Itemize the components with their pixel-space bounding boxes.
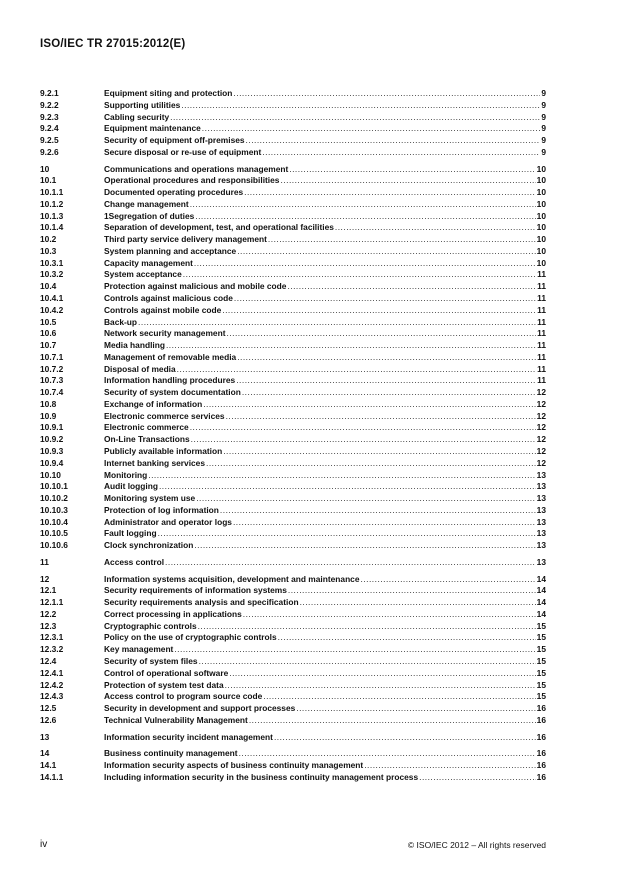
toc-entry-title: Business continuity management — [104, 748, 238, 759]
toc-entry-title: Third party service delivery management — [104, 234, 267, 245]
toc-entry-number: 10.9.1 — [40, 422, 64, 433]
toc-entry[interactable] — [40, 557, 546, 569]
toc-entry-number: 10.4.1 — [40, 293, 64, 304]
toc-entry-title: Administrator and operator logs — [104, 516, 232, 527]
toc-entry[interactable] — [40, 668, 546, 680]
toc-leader-dots — [268, 234, 536, 246]
toc-entry-number: 10.8 — [40, 398, 57, 409]
toc-entry-page: 15 — [536, 632, 546, 643]
toc-leader-dots — [196, 493, 535, 505]
toc-entry-number: 10.1.2 — [40, 198, 64, 209]
table-of-contents — [40, 88, 546, 784]
toc-entry-number: 14.1.1 — [40, 771, 64, 782]
toc-entry-number: 10.10.1 — [40, 481, 68, 492]
toc-entry-number: 10.7 — [40, 340, 57, 351]
toc-entry[interactable] — [40, 175, 546, 187]
toc-entry[interactable] — [40, 458, 546, 470]
toc-entry[interactable] — [40, 505, 546, 517]
toc-entry[interactable] — [40, 528, 546, 540]
toc-entry[interactable] — [40, 399, 546, 411]
toc-entry-page: 12 — [536, 422, 546, 433]
toc-entry-page: 10 — [536, 222, 546, 233]
toc-entry-page: 15 — [536, 667, 546, 678]
toc-entry-page: 9 — [541, 123, 546, 134]
toc-leader-dots — [278, 632, 536, 644]
toc-entry-title: Monitoring system use — [104, 493, 196, 504]
toc-leader-dots — [229, 668, 535, 680]
toc-entry-title: Access control — [104, 556, 165, 567]
toc-entry[interactable] — [40, 352, 546, 364]
toc-entry[interactable] — [40, 364, 546, 376]
toc-entry[interactable] — [40, 234, 546, 246]
toc-entry-title: Electronic commerce — [104, 422, 189, 433]
toc-entry-title: System acceptance — [104, 269, 182, 280]
toc-entry-page: 15 — [536, 655, 546, 666]
toc-leader-dots — [183, 269, 536, 281]
toc-entry-title: Change management — [104, 198, 189, 209]
toc-entry-title: Audit logging — [104, 481, 158, 492]
toc-leader-dots — [244, 187, 536, 199]
toc-leader-dots — [364, 760, 535, 772]
toc-leader-dots — [190, 422, 536, 434]
toc-entry-title: Secure disposal or re-use of equipment — [104, 146, 262, 157]
toc-leader-dots — [195, 211, 535, 223]
toc-entry-page: 11 — [537, 363, 546, 374]
toc-entry-title: Internet banking services — [104, 457, 206, 468]
toc-entry[interactable] — [40, 597, 546, 609]
toc-entry-number: 12.3 — [40, 620, 57, 631]
toc-entry[interactable] — [40, 340, 546, 352]
toc-entry-number: 10.10.5 — [40, 528, 68, 539]
toc-entry-page: 13 — [536, 528, 546, 539]
toc-entry-number: 10.5 — [40, 316, 57, 327]
toc-entry-title: Exchange of information — [104, 398, 203, 409]
toc-entry[interactable] — [40, 246, 546, 258]
toc-entry-page: 11 — [537, 293, 546, 304]
toc-entry-page: 12 — [536, 434, 546, 445]
toc-entry-page: 13 — [536, 481, 546, 492]
toc-entry-page: 11 — [537, 328, 546, 339]
toc-entry-title: Separation of development, test, and operational facilities — [104, 222, 334, 233]
toc-entry-page: 15 — [536, 620, 546, 631]
toc-entry[interactable] — [40, 715, 546, 727]
toc-entry[interactable] — [40, 317, 546, 329]
toc-entry-number: 14.1 — [40, 760, 57, 771]
toc-entry[interactable] — [40, 281, 546, 293]
toc-entry-page: 16 — [536, 714, 546, 725]
toc-leader-dots — [222, 305, 536, 317]
toc-leader-dots — [237, 352, 536, 364]
toc-entry-page: 9 — [541, 135, 546, 146]
toc-entry-page: 11 — [537, 304, 546, 315]
toc-entry[interactable] — [40, 760, 546, 772]
toc-entry-title: Information security incident management — [104, 731, 273, 742]
toc-leader-dots — [159, 481, 536, 493]
toc-entry-number: 12.4.3 — [40, 691, 64, 702]
toc-entry-title: Fault logging — [104, 528, 157, 539]
toc-entry[interactable] — [40, 540, 546, 552]
toc-leader-dots — [198, 621, 536, 633]
toc-entry-page: 15 — [536, 644, 546, 655]
toc-leader-dots — [223, 446, 535, 458]
toc-entry-page: 12 — [536, 387, 546, 398]
toc-entry-title: Correct processing in applications — [104, 608, 242, 619]
toc-leader-dots — [220, 505, 536, 517]
toc-entry[interactable] — [40, 411, 546, 423]
toc-entry-number: 12.5 — [40, 703, 57, 714]
toc-entry-title: Communications and operations management — [104, 163, 289, 174]
toc-entry-title: Capacity management — [104, 257, 193, 268]
toc-leader-dots — [335, 222, 536, 234]
toc-entry[interactable] — [40, 164, 546, 176]
toc-entry-page: 16 — [536, 731, 546, 742]
toc-entry[interactable] — [40, 222, 546, 234]
toc-entry-title: Protection of system test data — [104, 679, 224, 690]
toc-entry-page: 10 — [536, 257, 546, 268]
toc-entry-title: Security of system documentation — [104, 387, 241, 398]
toc-entry[interactable] — [40, 493, 546, 505]
toc-entry-page: 12 — [536, 445, 546, 456]
toc-entry-page: 10 — [536, 210, 546, 221]
toc-entry[interactable] — [40, 387, 546, 399]
toc-entry-title: Documented operating procedures — [104, 187, 244, 198]
toc-entry-page: 11 — [537, 281, 546, 292]
toc-entry-title: Protection of log information — [104, 504, 219, 515]
toc-entry[interactable] — [40, 772, 546, 784]
toc-entry[interactable] — [40, 632, 546, 644]
toc-entry-title: Security in development and support processes — [104, 703, 296, 714]
toc-entry-title: Protection against malicious and mobile code — [104, 281, 287, 292]
toc-leader-dots — [249, 715, 536, 727]
toc-entry[interactable] — [40, 199, 546, 211]
copyright-notice: © ISO/IEC 2012 – All rights reserved — [407, 840, 546, 850]
toc-entry[interactable] — [40, 446, 546, 458]
toc-entry[interactable] — [40, 269, 546, 281]
toc-entry-number: 14 — [40, 748, 50, 759]
toc-leader-dots — [288, 585, 536, 597]
toc-leader-dots — [263, 691, 535, 703]
toc-entry-page: 13 — [536, 504, 546, 515]
toc-entry-number: 10.1.4 — [40, 222, 64, 233]
toc-entry-number: 10.10.6 — [40, 540, 68, 551]
toc-leader-dots — [246, 135, 541, 147]
toc-leader-dots — [419, 772, 536, 784]
toc-entry[interactable] — [40, 88, 546, 100]
toc-entry-page: 15 — [536, 679, 546, 690]
toc-leader-dots — [289, 164, 535, 176]
toc-leader-dots — [166, 340, 536, 352]
toc-entry-title: On-Line Transactions — [104, 434, 190, 445]
toc-entry[interactable] — [40, 147, 546, 159]
toc-entry-page: 11 — [537, 316, 546, 327]
toc-entry-title: Back-up — [104, 316, 138, 327]
toc-entry-page: 9 — [541, 99, 546, 110]
toc-entry-page: 16 — [536, 760, 546, 771]
toc-entry-title: Cabling security — [104, 111, 170, 122]
toc-entry-number: 10.7.4 — [40, 387, 64, 398]
toc-entry-title: Information security aspects of business continuity management — [104, 760, 364, 771]
toc-entry[interactable] — [40, 470, 546, 482]
toc-entry-number: 10.10.2 — [40, 493, 68, 504]
toc-entry[interactable] — [40, 422, 546, 434]
toc-entry-title: Clock synchronization — [104, 540, 194, 551]
toc-entry-page: 10 — [536, 234, 546, 245]
toc-entry-number: 12.1.1 — [40, 597, 64, 608]
toc-entry-page: 11 — [537, 351, 546, 362]
toc-entry-number: 9.2.1 — [40, 88, 59, 98]
toc-entry-title: Information systems acquisition, development and maintenance — [104, 573, 360, 584]
toc-entry-page: 15 — [536, 691, 546, 702]
toc-entry-number: 9.2.3 — [40, 111, 59, 122]
toc-entry-title: Security requirements of information systems — [104, 585, 287, 596]
toc-entry[interactable] — [40, 691, 546, 703]
toc-entry-page: 14 — [536, 573, 546, 584]
toc-entry-number: 10.7.3 — [40, 375, 64, 386]
toc-entry-page: 9 — [541, 146, 546, 157]
toc-entry-page: 12 — [536, 398, 546, 409]
toc-entry-page: 10 — [536, 187, 546, 198]
toc-entry-title: Controls against malicious code — [104, 293, 233, 304]
toc-leader-dots — [233, 517, 536, 529]
toc-leader-dots — [233, 88, 540, 100]
toc-leader-dots — [296, 703, 535, 715]
toc-entry[interactable] — [40, 517, 546, 529]
toc-leader-dots — [274, 732, 536, 744]
toc-entry-number: 9.2.5 — [40, 135, 59, 146]
toc-entry-number: 12.1 — [40, 585, 57, 596]
toc-entry-title: Information handling procedures — [104, 375, 236, 386]
toc-leader-dots — [158, 528, 536, 540]
toc-entry-title: Access control to program source code — [104, 691, 263, 702]
toc-entry-number: 10.2 — [40, 234, 57, 245]
toc-entry-number: 12.4 — [40, 655, 57, 666]
toc-leader-dots — [236, 375, 536, 387]
toc-leader-dots — [177, 364, 536, 376]
toc-entry-title: Control of operational software — [104, 667, 229, 678]
toc-entry[interactable] — [40, 328, 546, 340]
toc-leader-dots — [242, 387, 536, 399]
toc-entry-number: 10.1.1 — [40, 187, 64, 198]
toc-entry-number: 10.10.4 — [40, 516, 68, 527]
toc-entry[interactable] — [40, 574, 546, 586]
toc-leader-dots — [234, 293, 536, 305]
toc-entry-number: 10.1 — [40, 175, 57, 186]
toc-leader-dots — [287, 281, 536, 293]
toc-entry-number: 10.9 — [40, 410, 57, 421]
toc-entry-number: 12.6 — [40, 714, 57, 725]
toc-entry-page: 9 — [541, 88, 546, 98]
toc-entry-number: 12.4.2 — [40, 679, 64, 690]
toc-entry-number: 10.3.2 — [40, 269, 64, 280]
toc-entry[interactable] — [40, 293, 546, 305]
toc-entry[interactable] — [40, 187, 546, 199]
toc-entry-number: 12.2 — [40, 608, 57, 619]
toc-entry-page: 14 — [536, 585, 546, 596]
toc-leader-dots — [199, 656, 536, 668]
toc-leader-dots — [300, 597, 536, 609]
toc-leader-dots — [165, 557, 536, 569]
toc-entry-page: 16 — [536, 771, 546, 782]
toc-entry-number: 9.2.4 — [40, 123, 59, 134]
toc-entry-page: 13 — [536, 469, 546, 480]
toc-leader-dots — [225, 680, 536, 692]
toc-leader-dots — [202, 123, 541, 135]
toc-entry-title: Security requirements analysis and specification — [104, 597, 299, 608]
toc-leader-dots — [191, 434, 536, 446]
toc-entry-page: 9 — [541, 111, 546, 122]
toc-entry[interactable] — [40, 703, 546, 715]
toc-entry-title: Including information security in the business continuity management process — [104, 771, 419, 782]
toc-leader-dots — [226, 411, 536, 423]
toc-entry[interactable] — [40, 644, 546, 656]
toc-entry-page: 12 — [536, 410, 546, 421]
toc-entry-title: Technical Vulnerability Management — [104, 714, 248, 725]
toc-entry[interactable] — [40, 609, 546, 621]
toc-entry-title: Operational procedures and responsibilities — [104, 175, 280, 186]
page-number: iv — [40, 839, 48, 850]
toc-entry-title: Supporting utilities — [104, 99, 181, 110]
toc-entry-title: Security of system files — [104, 655, 198, 666]
toc-entry-page: 16 — [536, 703, 546, 714]
toc-leader-dots — [194, 540, 535, 552]
toc-entry[interactable] — [40, 211, 546, 223]
toc-entry-number: 10.7.2 — [40, 363, 64, 374]
toc-leader-dots — [226, 328, 536, 340]
toc-entry[interactable] — [40, 258, 546, 270]
toc-entry-title: Equipment maintenance — [104, 123, 201, 134]
toc-entry-page: 10 — [536, 198, 546, 209]
toc-leader-dots — [138, 317, 536, 329]
toc-entry-number: 10 — [40, 163, 50, 174]
toc-entry[interactable] — [40, 680, 546, 692]
toc-entry[interactable] — [40, 305, 546, 317]
document-header: ISO/IEC TR 27015:2012(E) — [40, 38, 186, 50]
toc-leader-dots — [181, 100, 540, 112]
toc-entry[interactable] — [40, 481, 546, 493]
toc-entry-title: Management of removable media — [104, 351, 237, 362]
toc-entry-number: 10.9.2 — [40, 434, 64, 445]
toc-entry-title: Network security management — [104, 328, 226, 339]
toc-leader-dots — [194, 258, 536, 270]
toc-entry-title: Security of equipment off-premises — [104, 135, 245, 146]
toc-entry-number: 10.9.3 — [40, 445, 64, 456]
toc-entry[interactable] — [40, 585, 546, 597]
toc-entry-number: 9.2.2 — [40, 99, 59, 110]
toc-entry-page: 13 — [536, 540, 546, 551]
toc-leader-dots — [206, 458, 536, 470]
toc-entry-title: Monitoring — [104, 469, 148, 480]
toc-entry-number: 10.6 — [40, 328, 57, 339]
toc-leader-dots — [170, 112, 540, 124]
toc-entry[interactable] — [40, 135, 546, 147]
toc-entry-page: 13 — [536, 556, 546, 567]
toc-entry[interactable] — [40, 621, 546, 633]
toc-entry-page: 12 — [536, 457, 546, 468]
toc-entry[interactable] — [40, 748, 546, 760]
toc-entry-title: Disposal of media — [104, 363, 176, 374]
toc-entry-page: 13 — [536, 493, 546, 504]
toc-entry-number: 9.2.6 — [40, 146, 59, 157]
toc-leader-dots — [361, 574, 536, 586]
toc-entry-number: 10.10 — [40, 469, 61, 480]
toc-entry-number: 10.3.1 — [40, 257, 64, 268]
toc-entry-title: Controls against mobile code — [104, 304, 222, 315]
toc-entry-number: 10.9.4 — [40, 457, 64, 468]
toc-entry[interactable] — [40, 112, 546, 124]
toc-leader-dots — [190, 199, 536, 211]
toc-leader-dots — [148, 470, 535, 482]
toc-entry-title: Equipment siting and protection — [104, 88, 233, 98]
toc-leader-dots — [280, 175, 535, 187]
toc-leader-dots — [203, 399, 535, 411]
toc-entry-title: Policy on the use of cryptographic controls — [104, 632, 277, 643]
toc-entry-page: 10 — [536, 163, 546, 174]
toc-entry-title: Media handling — [104, 340, 165, 351]
toc-entry[interactable] — [40, 656, 546, 668]
toc-entry-number: 10.7.1 — [40, 351, 64, 362]
toc-entry-page: 10 — [536, 245, 546, 256]
toc-entry-number: 10.3 — [40, 245, 57, 256]
toc-entry[interactable] — [40, 732, 546, 744]
toc-leader-dots — [262, 147, 540, 159]
toc-entry[interactable] — [40, 100, 546, 112]
toc-entry-number: 10.10.3 — [40, 504, 68, 515]
toc-entry-page: 10 — [536, 175, 546, 186]
toc-entry-title: Key management — [104, 644, 174, 655]
toc-entry-title: 1Segregation of duties — [104, 210, 195, 221]
toc-entry-number: 12.4.1 — [40, 667, 64, 678]
toc-entry-number: 12.3.1 — [40, 632, 64, 643]
toc-leader-dots — [243, 609, 536, 621]
toc-leader-dots — [174, 644, 535, 656]
toc-entry-number: 12.3.2 — [40, 644, 64, 655]
toc-entry-page: 11 — [537, 269, 546, 280]
toc-entry-page: 14 — [536, 597, 546, 608]
toc-leader-dots — [237, 246, 535, 258]
toc-entry-number: 10.1.3 — [40, 210, 64, 221]
toc-leader-dots — [239, 748, 536, 760]
toc-entry-title: Electronic commerce services — [104, 410, 225, 421]
toc-entry-page: 11 — [537, 340, 546, 351]
toc-entry-number: 11 — [40, 556, 49, 567]
toc-entry-number: 13 — [40, 731, 50, 742]
toc-entry-page: 14 — [536, 608, 546, 619]
toc-entry-number: 10.4.2 — [40, 304, 64, 315]
toc-entry-title: Cryptographic controls — [104, 620, 197, 631]
toc-entry-page: 11 — [537, 375, 546, 386]
toc-entry[interactable] — [40, 375, 546, 387]
toc-entry[interactable] — [40, 123, 546, 135]
toc-entry[interactable] — [40, 434, 546, 446]
toc-entry-number: 10.4 — [40, 281, 57, 292]
toc-entry-title: Publicly available information — [104, 445, 223, 456]
toc-entry-title: System planning and acceptance — [104, 245, 237, 256]
toc-entry-page: 16 — [536, 748, 546, 759]
toc-entry-page: 13 — [536, 516, 546, 527]
toc-entry-number: 12 — [40, 573, 50, 584]
